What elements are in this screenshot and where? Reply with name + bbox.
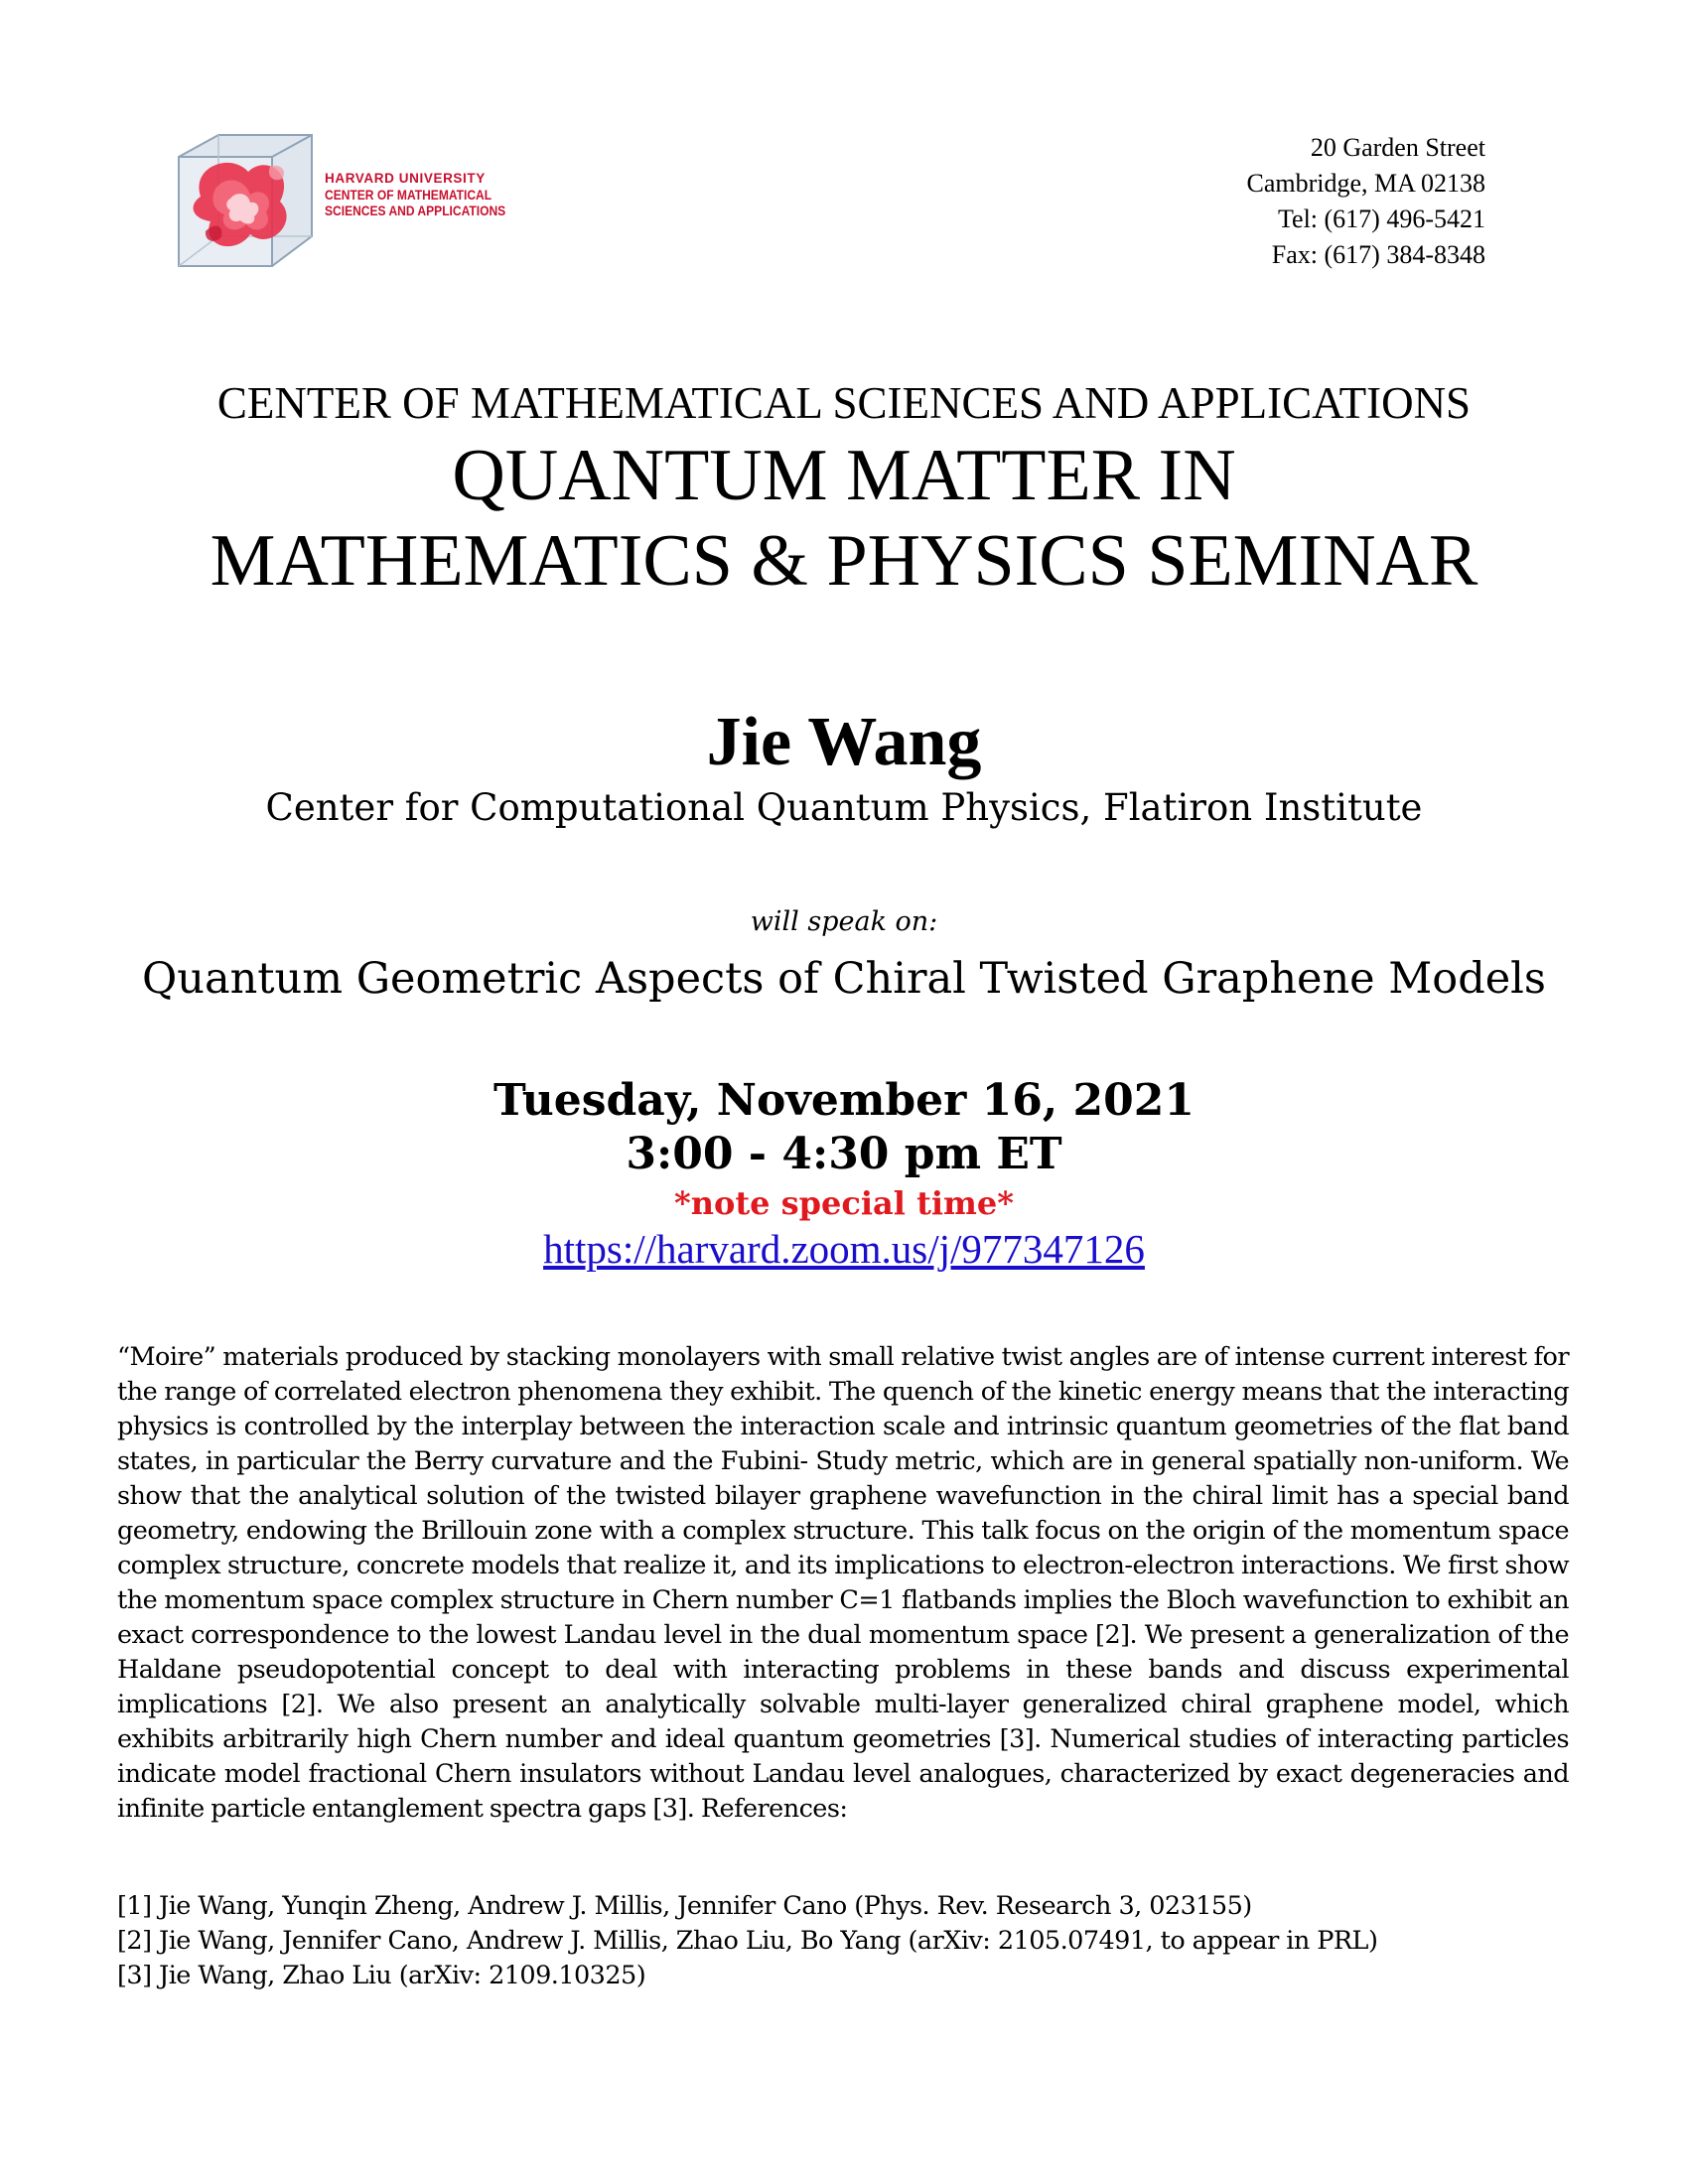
seminar-time: 3:00 - 4:30 pm ET [626,1129,1062,1179]
logo-center-line: CENTER OF MATHEMATICAL [325,187,492,203]
speaker-name: Jie Wang [706,704,982,780]
speaker-affiliation: Center for Computational Quantum Physics, Flatiron Institute [265,786,1423,829]
seminar-date: Tuesday, November 16, 2021 [493,1075,1195,1126]
reference-item: [2] Jie Wang, Jennifer Cano, Andrew J. Millis, Zhao Liu, Bo Yang (arXiv: 2105.07491, to appear in PRL) [117,1926,1378,1956]
address-city: Cambridge, MA 02138 [1246,169,1485,198]
address-tel: Tel: (617) 496-5421 [1277,205,1485,233]
abstract-paragraph: “Moire” materials produced by stacking monolayers with small relative twist angles are of intense current interest for the range of correlated electron phenomena they exhibit. The quench of the kinetic energy means that the interacting physics is controlled by the interplay between the interaction scale and intrinsic quantum geometries of the flat band states, in particular the Berry curvature and the Fubini- Study metric, which are in general spatially non-uniform. We show that the analytical solution of the twisted bilayer graphene wavefunction in the chiral limit has a special band geometry, endowing the Brillouin zone with a complex structure. This talk focus on the origin of the momentum space complex structure, concrete models that realize it, and its implications to electron-electron interactions. We first show the momentum space complex structure in Chern number C=1 flatbands implies the Bloch wavefunction to exhibit an exact correspondence to the lowest Landau level in the dual momentum space [2]. We present a generalization of the Haldane pseudopotential concept to deal with interacting problems in these bands and discuss experimental implications [2]. We also present an analytically solvable multi-layer generalized chiral graphene model, which exhibits arbitrarily high Chern number and ideal quantum geometries [3]. Numerical studies of interacting particles indicate model fractional Chern insulators without Landau level analogues, characterized by exact degeneracies and infinite particle entanglement spectra gaps [3]. References: [117,1342,1569,1824]
special-time-note: *note special time* [674,1184,1014,1222]
address-fax: Fax: (617) 384-8348 [1271,240,1485,269]
references-list [117,1889,1569,1993]
zoom-link[interactable]: https://harvard.zoom.us/j/977347126 [543,1226,1145,1272]
seminar-title-line2: MATHEMATICS & PHYSICS SEMINAR [210,520,1478,602]
address-street: 20 Garden Street [1310,133,1485,162]
logo-text [325,171,535,218]
reference-item: [3] Jie Wang, Zhao Liu (arXiv: 2109.10325) [117,1961,646,1990]
reference-item: [1] Jie Wang, Yunqin Zheng, Andrew J. Millis, Jennifer Cano (Phys. Rev. Research 3, 023155) [117,1891,1252,1921]
seminar-title [0,433,1688,604]
address-block [1247,130,1486,273]
logo-sciences-line: SCIENCES AND APPLICATIONS [325,203,506,218]
logo-university: HARVARD UNIVERSITY [325,171,486,186]
seminar-title-line1: QUANTUM MATTER IN [452,435,1236,516]
center-name-heading: CENTER OF MATHEMATICAL SCIENCES AND APPLICATIONS [216,378,1472,428]
cmsa-logo [171,127,538,276]
cube-logo-icon [171,127,320,276]
will-speak-label: will speak on: [750,906,938,937]
zoom-link-container [0,1223,1688,1275]
talk-title: Quantum Geometric Aspects of Chiral Twisted Graphene Models [142,954,1546,1004]
